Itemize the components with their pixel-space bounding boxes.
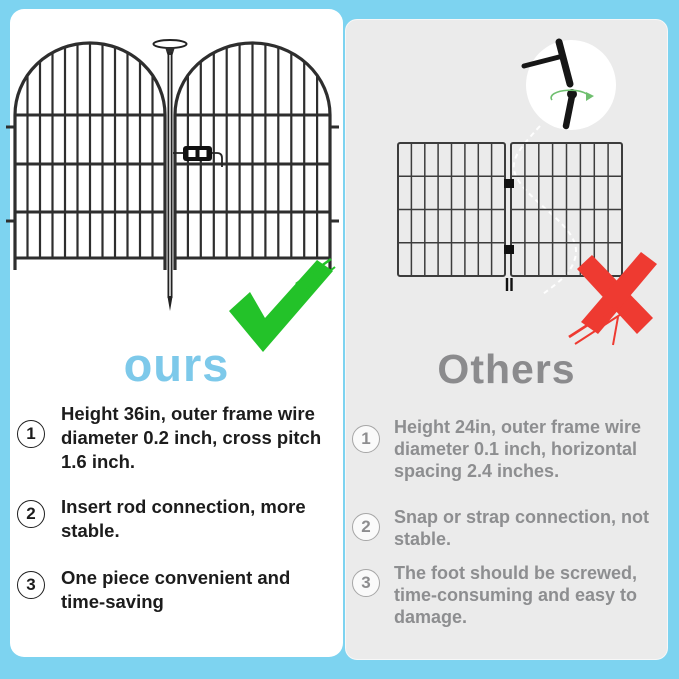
others-item-2-number: 2: [352, 513, 380, 541]
screw-foot-icon: [507, 278, 512, 291]
ours-item-2-number: 2: [17, 500, 45, 528]
cross-mark-icon: [560, 245, 670, 350]
ours-item-2-text: Insert rod connection, more stable.: [61, 496, 306, 541]
others-item-3-text: The foot should be screwed, time-consuming and easy to damage.: [394, 563, 638, 627]
others-item-1-text: Height 24in, outer frame wire diameter 0.1 inch, horizontal spacing 2.4 inches.: [394, 417, 642, 481]
ours-item-1-number: 1: [17, 420, 45, 448]
ground-stake-icon: [154, 40, 187, 311]
screw-detail-inset: [515, 35, 630, 140]
ours-title: ours: [123, 338, 230, 391]
snap-clip-icon: [504, 245, 514, 254]
ours-item-1-text: Height 36in, outer frame wire diameter 0.2 inch, cross pitch 1.6 inch.: [61, 403, 322, 472]
others-item-2-text: Snap or strap connection, not stable.: [394, 507, 650, 549]
snap-clip-icon: [504, 179, 514, 188]
others-title: Others: [437, 346, 576, 392]
ours-item-3-text: One piece convenient and time-saving: [61, 567, 291, 612]
others-item-1-number: 1: [352, 425, 380, 453]
ours-item-3-number: 3: [17, 571, 45, 599]
others-item-3-number: 3: [352, 569, 380, 597]
